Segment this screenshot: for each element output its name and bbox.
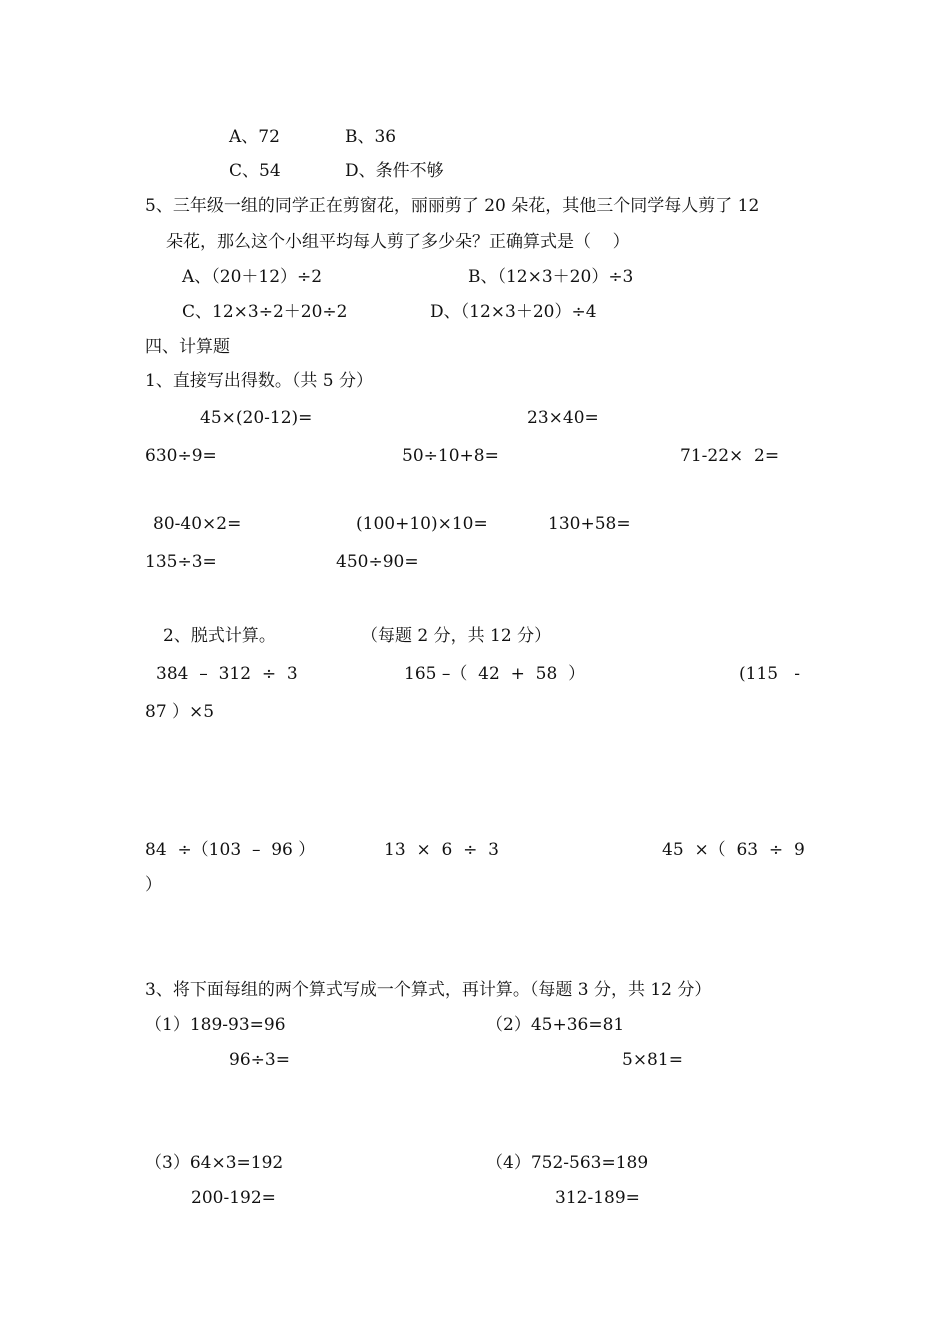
calc-item: 630÷9= xyxy=(145,446,217,466)
stepwise-item-wrap: 87 ）×5 xyxy=(145,702,215,722)
calc-item: 23×40= xyxy=(527,408,599,428)
group-equation: （1）189-93=96 xyxy=(145,1015,286,1035)
q4-option-b: B、36 xyxy=(345,127,397,147)
q5-option-b: B、（12×3＋20）÷3 xyxy=(468,267,634,287)
calc-item: (100+10)×10= xyxy=(356,514,488,534)
calc-item: 71-22× 2= xyxy=(680,446,780,466)
part1-title: 1、直接写出得数。（共 5 分） xyxy=(145,371,373,391)
q5-line1: 5、三年级一组的同学正在剪窗花，丽丽剪了 20 朵花，其他三个同学每人剪了 12 xyxy=(145,196,760,216)
group-equation: （3）64×3=192 xyxy=(145,1153,284,1173)
calc-item: 450÷90= xyxy=(336,552,419,572)
q4-option-a: A、72 xyxy=(229,127,280,147)
stepwise-item: 13 × 6 ÷ 3 xyxy=(384,840,499,860)
stepwise-item: 384 – 312 ÷ 3 xyxy=(156,664,298,684)
calc-item: 50÷10+8= xyxy=(402,446,499,466)
part2-score: （每题 2 分，共 12 分） xyxy=(361,626,552,646)
part3-title: 3、将下面每组的两个算式写成一个算式，再计算。（每题 3 分，共 12 分） xyxy=(145,980,712,1000)
calc-item: 130+58= xyxy=(548,514,631,534)
q4-option-c: C、54 xyxy=(229,161,281,181)
q5-option-c: C、12×3÷2＋20÷2 xyxy=(182,302,348,322)
group-equation: （2）45+36=81 xyxy=(486,1015,625,1035)
q5-option-d: D、（12×3＋20）÷4 xyxy=(430,302,597,322)
section4-title: 四、计算题 xyxy=(145,337,230,357)
calc-item: 80-40×2= xyxy=(153,514,242,534)
group-equation: 312-189= xyxy=(555,1188,640,1208)
stepwise-item: (115 - xyxy=(739,664,801,684)
stepwise-item: 45 ×（ 63 ÷ 9 xyxy=(662,840,805,860)
group-equation: 96÷3= xyxy=(229,1050,290,1070)
q4-option-d: D、条件不够 xyxy=(345,161,444,181)
group-equation: （4）752-563=189 xyxy=(486,1153,649,1173)
part2-title: 2、脱式计算。 xyxy=(163,626,276,646)
stepwise-item-wrap: ） xyxy=(145,875,162,895)
group-equation: 5×81= xyxy=(622,1050,683,1070)
q5-line2: 朵花，那么这个小组平均每人剪了多少朵？正确算式是（ ） xyxy=(166,232,630,252)
q5-option-a: A、（20＋12）÷2 xyxy=(182,267,323,287)
group-equation: 200-192= xyxy=(191,1188,276,1208)
calc-item: 135÷3= xyxy=(145,552,217,572)
stepwise-item: 84 ÷（103 – 96 ） xyxy=(145,840,316,860)
stepwise-item: 165 –（ 42 + 58 ） xyxy=(404,664,586,684)
calc-item: 45×(20-12)= xyxy=(200,408,313,428)
